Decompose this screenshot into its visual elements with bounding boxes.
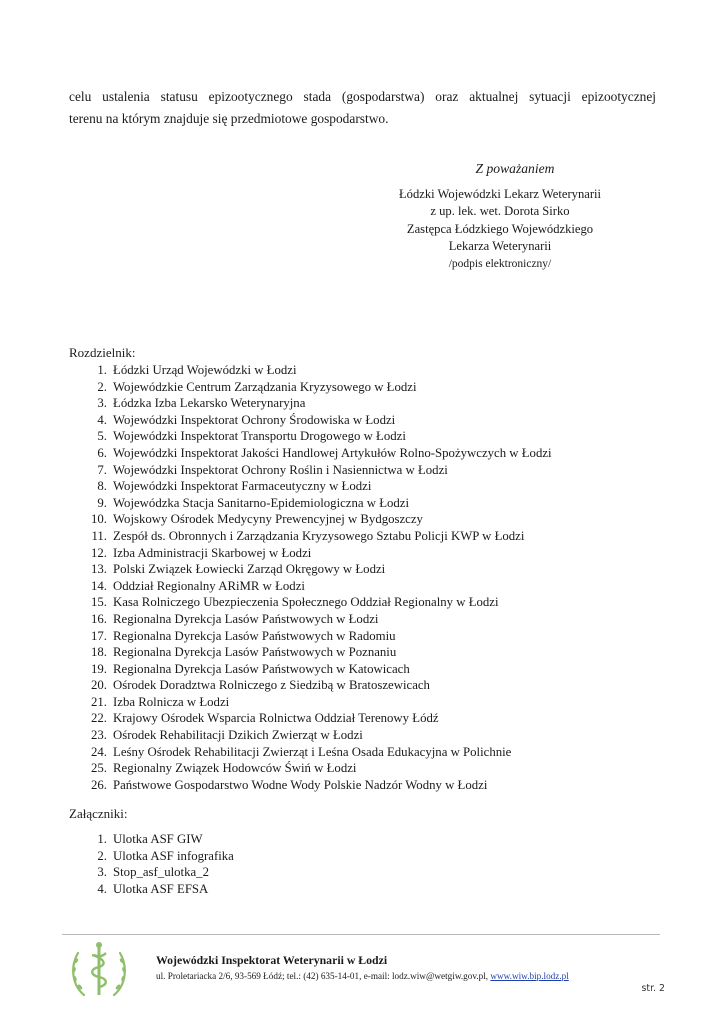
distribution-item	[86, 760, 552, 777]
signature-line-1: Łódzki Wojewódzki Lekarz Weterynarii	[398, 186, 602, 201]
distribution-item-number: 11.	[91, 528, 107, 543]
distribution-item	[86, 495, 552, 512]
signature-block	[370, 160, 630, 273]
distribution-item-number: 2.	[97, 379, 107, 394]
distribution-item-text: Izba Rolnicza w Łodzi	[113, 694, 230, 709]
distribution-item-number: 5.	[97, 429, 107, 444]
distribution-item	[86, 644, 552, 661]
distribution-label: Rozdzielnik:	[69, 345, 136, 360]
attachments-item-number: 3.	[97, 865, 107, 880]
distribution-item-number: 6.	[97, 445, 107, 460]
distribution-item-text: Regionalna Dyrekcja Lasów Państwowych w Łodzi	[113, 611, 379, 626]
distribution-item-number: 24.	[91, 744, 107, 759]
attachments-label: Załączniki:	[69, 806, 128, 821]
distribution-item-text: Łódzka Izba Lekarsko Weterynaryjna	[113, 396, 306, 411]
attachments-item-number: 2.	[97, 848, 107, 863]
footer-institution-name: Wojewódzki Inspektorat Weterynarii w Łodzi	[156, 953, 388, 967]
distribution-item	[86, 379, 552, 396]
distribution-item	[86, 594, 552, 611]
distribution-item-text: Wojewódzka Stacja Sanitarno-Epidemiologiczna w Łodzi	[113, 495, 410, 510]
distribution-item	[86, 445, 552, 462]
intro-line-2: terenu na którym znajduje się przedmiotowe gospodarstwo.	[69, 111, 389, 126]
distribution-item-text: Wojskowy Ośrodek Medycyny Prewencyjnej w Bydgoszczy	[113, 512, 423, 527]
footer-website-link[interactable]: www.wiw.bip.lodz.pl	[490, 971, 569, 981]
distribution-item	[86, 362, 552, 379]
distribution-list	[86, 362, 552, 793]
distribution-item-number: 1.	[97, 363, 107, 377]
distribution-item-text: Regionalna Dyrekcja Lasów Państwowych w Katowicach	[113, 661, 410, 676]
intro-paragraph	[69, 86, 656, 130]
distribution-item	[86, 412, 552, 429]
distribution-item	[86, 744, 552, 761]
attachments-item-number: 1.	[97, 832, 107, 846]
veterinary-caduceus-logo-icon	[64, 937, 134, 1001]
distribution-item-text: Wojewódzki Inspektorat Jakości Handlowej Artykułów Rolno-Spożywczych w Łodzi	[113, 445, 552, 460]
attachments-item	[86, 831, 234, 848]
distribution-item	[86, 395, 552, 412]
distribution-item	[86, 545, 552, 562]
distribution-item-number: 18.	[91, 645, 107, 660]
distribution-item	[86, 710, 552, 727]
distribution-item-number: 23.	[91, 728, 107, 743]
distribution-item	[86, 561, 552, 578]
distribution-item-number: 13.	[91, 562, 107, 577]
distribution-item	[86, 478, 552, 495]
intro-line-1: celu ustalenia statusu epizootycznego stada (gospodarstwa) oraz aktualnej sytuacji epizootycznej	[69, 89, 656, 104]
attachments-item	[86, 881, 234, 898]
attachments-item	[86, 864, 234, 881]
distribution-item	[86, 528, 552, 545]
distribution-item	[86, 428, 552, 445]
attachments-item-text: Ulotka ASF EFSA	[113, 881, 209, 896]
distribution-item	[86, 578, 552, 595]
distribution-item-number: 20.	[91, 678, 107, 693]
signature-line-2: z up. lek. wet. Dorota Sirko	[430, 204, 570, 218]
signature-line-3: Zastępca Łódzkiego Wojewódzkiego	[406, 221, 594, 236]
distribution-item-number: 14.	[91, 578, 107, 593]
distribution-item-text: Krajowy Ośrodek Wsparcia Rolnictwa Oddział Terenowy Łódź	[113, 711, 439, 726]
footer-address	[156, 971, 569, 981]
attachments-list	[86, 831, 234, 897]
distribution-item-text: Wojewódzki Inspektorat Ochrony Środowiska w Łodzi	[113, 412, 396, 427]
signature-greeting: Z poważaniem	[475, 161, 555, 176]
distribution-item-number: 10.	[91, 512, 107, 527]
distribution-item-number: 26.	[91, 777, 107, 792]
distribution-item-text: Izba Administracji Skarbowej w Łodzi	[113, 545, 312, 560]
attachments-item-number: 4.	[97, 881, 107, 896]
distribution-item-number: 19.	[91, 661, 107, 676]
distribution-item-text: Kasa Rolniczego Ubezpieczenia Społecznego Oddział Regionalny w Łodzi	[113, 595, 499, 610]
distribution-item-number: 7.	[97, 462, 107, 477]
distribution-item-number: 17.	[91, 628, 107, 643]
distribution-item	[86, 611, 552, 628]
signature-line-4: Lekarza Weterynarii	[448, 239, 552, 253]
distribution-item-number: 3.	[97, 396, 107, 411]
distribution-item	[86, 511, 552, 528]
distribution-item-text: Wojewódzki Inspektorat Farmaceutyczny w Łodzi	[113, 479, 372, 494]
distribution-item	[86, 677, 552, 694]
distribution-item-text: Wojewódzki Inspektorat Ochrony Roślin i Nasiennictwa w Łodzi	[113, 462, 448, 477]
distribution-item-text: Regionalna Dyrekcja Lasów Państwowych w Poznaniu	[113, 645, 397, 660]
distribution-item	[86, 661, 552, 678]
distribution-item	[86, 694, 552, 711]
footer-divider	[62, 934, 660, 935]
distribution-item-number: 8.	[97, 479, 107, 494]
attachments-item-text: Stop_asf_ulotka_2	[113, 865, 209, 880]
distribution-item-number: 4.	[97, 412, 107, 427]
distribution-item-text: Regionalna Dyrekcja Lasów Państwowych w Radomiu	[113, 628, 396, 643]
distribution-item	[86, 462, 552, 479]
signature-note: /podpis elektroniczny/	[448, 257, 552, 270]
distribution-item-number: 9.	[97, 495, 107, 510]
distribution-item-number: 12.	[91, 545, 107, 560]
distribution-item-number: 21.	[91, 694, 107, 709]
distribution-item-text: Łódzki Urząd Wojewódzki w Łodzi	[113, 363, 297, 377]
distribution-item-text: Państwowe Gospodarstwo Wodne Wody Polskie Nadzór Wodny w Łodzi	[113, 777, 488, 792]
page-number: str. 2	[641, 983, 665, 994]
distribution-item-text: Polski Związek Łowiecki Zarząd Okręgowy w Łodzi	[113, 562, 386, 577]
footer-address-text: ul. Proletariacka 2/6, 93-569 Łódź; tel.: (42) 635-14-01, e-mail: lodz.wiw@wetgiw.gov.pl,	[156, 971, 491, 981]
distribution-item-text: Wojewódzkie Centrum Zarządzania Kryzysowego w Łodzi	[113, 379, 417, 394]
distribution-item-text: Zespół ds. Obronnych i Zarządzania Kryzysowego Sztabu Policji KWP w Łodzi	[113, 528, 525, 543]
distribution-item-text: Oddział Regionalny ARiMR w Łodzi	[113, 578, 305, 593]
distribution-item-text: Ośrodek Doradztwa Rolniczego z Siedzibą w Bratoszewicach	[113, 678, 430, 693]
distribution-item	[86, 777, 552, 794]
distribution-item-number: 25.	[91, 761, 107, 776]
distribution-item	[86, 727, 552, 744]
distribution-item-number: 15.	[91, 595, 107, 610]
distribution-item-number: 16.	[91, 611, 107, 626]
attachments-item-text: Ulotka ASF GIW	[113, 832, 203, 846]
distribution-item-text: Ośrodek Rehabilitacji Dzikich Zwierząt w Łodzi	[113, 728, 363, 743]
distribution-item	[86, 628, 552, 645]
distribution-item-text: Leśny Ośrodek Rehabilitacji Zwierząt i Leśna Osada Edukacyjna w Polichnie	[113, 744, 512, 759]
distribution-item-text: Regionalny Związek Hodowców Świń w Łodzi	[113, 761, 357, 776]
distribution-item-text: Wojewódzki Inspektorat Transportu Drogowego w Łodzi	[113, 429, 406, 444]
attachments-item	[86, 848, 234, 865]
attachments-item-text: Ulotka ASF infografika	[113, 848, 234, 863]
distribution-item-number: 22.	[91, 711, 107, 726]
